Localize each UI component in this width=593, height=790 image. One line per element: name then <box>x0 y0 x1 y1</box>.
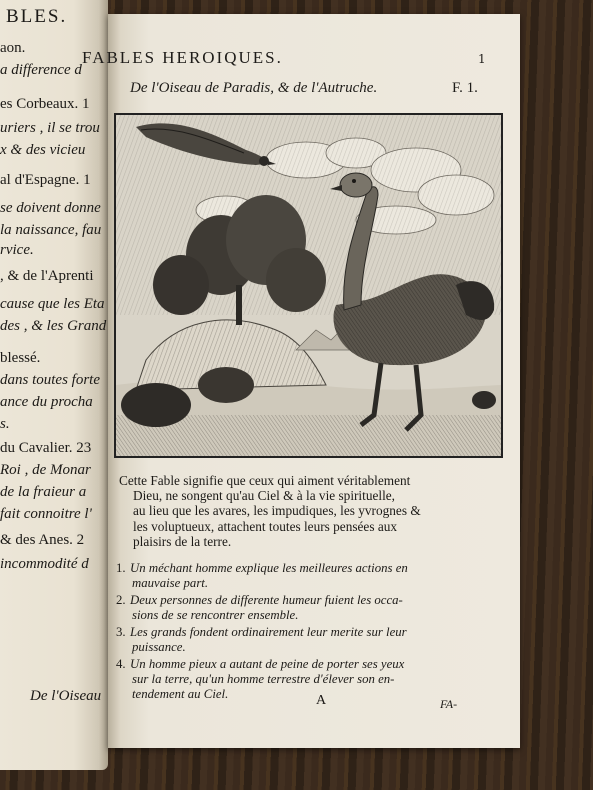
moral-line <box>116 593 486 608</box>
moral-number: 1. <box>116 561 126 575</box>
moral-line <box>116 657 486 672</box>
body-line: les voluptueux, attachent toutes leurs pensées aux <box>133 518 398 534</box>
left-page-line: al d'Espagne. 1 <box>0 172 91 188</box>
moral-text: tendement au Ciel. <box>132 687 229 702</box>
left-page-footer: De l'Oiseau <box>30 688 102 704</box>
catchword: FA- <box>440 697 458 711</box>
left-page-line: rvice. <box>0 242 34 258</box>
moral-text: sions de se rencontrer ensemble. <box>132 608 299 623</box>
body-line: au lieu que les avares, les impudiques, les yvrognes & <box>133 503 421 519</box>
engraving-plate <box>114 113 503 458</box>
moral-text: mauvaise part. <box>132 576 209 591</box>
left-page <box>0 0 108 770</box>
left-page-line: fait connoitre l' <box>0 506 92 522</box>
moral-text: puissance. <box>132 640 186 655</box>
moral-line <box>116 640 486 655</box>
moral-text: Un homme pieux a autant de peine de porter ses yeux <box>130 657 405 671</box>
left-page-line: Roi , de Monar <box>0 462 91 478</box>
moral-line <box>116 561 486 576</box>
fable-number: F. 1. <box>452 80 478 96</box>
body-line: Cette Fable signifie que ceux qui aiment véritablement <box>119 473 411 488</box>
left-page-line: blessé. <box>0 350 41 366</box>
left-page-line: es Corbeaux. 1 <box>0 96 90 112</box>
moral-number: 2. <box>116 593 126 607</box>
moral-item <box>116 625 486 655</box>
engraving-illustration <box>116 115 501 456</box>
left-page-line: la naissance, fau <box>0 222 102 238</box>
left-page-line: de la fraieur a <box>0 484 87 500</box>
left-page-line: se doivent donne <box>0 200 101 216</box>
body-line: plaisirs de la terre. <box>133 533 232 549</box>
signature-mark: A <box>316 693 327 708</box>
moral-item <box>116 593 486 623</box>
left-page-line: BLES. <box>6 6 68 27</box>
moral-line <box>116 687 486 702</box>
fable-subtitle: De l'Oiseau de Paradis, & de l'Autruche. <box>130 80 378 96</box>
page-number: 1 <box>478 52 486 66</box>
moral-item <box>116 561 486 591</box>
left-page-line: aon. <box>0 40 26 56</box>
moral-item <box>116 657 486 703</box>
moral-line <box>116 576 486 591</box>
moral-text: Les grands fondent ordinairement leur merite sur leur <box>130 625 407 639</box>
left-page-line: uriers , il se trou <box>0 120 100 136</box>
left-page-line: a difference d <box>0 62 82 78</box>
left-page-line: des , & les Grand <box>0 318 107 334</box>
left-page-line: x & des vicieu <box>0 142 86 158</box>
left-page-line: du Cavalier. 23 <box>0 440 92 456</box>
moral-text: Un méchant homme explique les meilleures actions en <box>130 561 408 575</box>
moral-line <box>116 672 486 687</box>
left-page-line: dans toutes forte <box>0 372 100 388</box>
left-page-line: incommodité d <box>0 556 89 572</box>
moral-number: 3. <box>116 625 126 639</box>
moral-line <box>116 608 486 623</box>
moral-number: 4. <box>116 657 126 671</box>
left-page-line: ance du procha <box>0 394 93 410</box>
moral-text: sur la terre, qu'un homme terrestre d'élever son en- <box>132 672 395 687</box>
left-page-line: , & de l'Aprenti <box>0 268 94 284</box>
body-line: Dieu, ne songent qu'au Ciel & à la vie spirituelle, <box>133 488 395 504</box>
left-page-line: s. <box>0 416 10 432</box>
running-head: FABLES HEROIQUES. <box>82 48 283 67</box>
left-page-line: cause que les Eta <box>0 296 105 312</box>
fable-explanation <box>119 473 479 549</box>
moral-text: Deux personnes de differente humeur fuient les occa- <box>130 593 403 607</box>
moral-line <box>116 625 486 640</box>
left-page-line: & des Anes. 2 <box>0 532 85 548</box>
